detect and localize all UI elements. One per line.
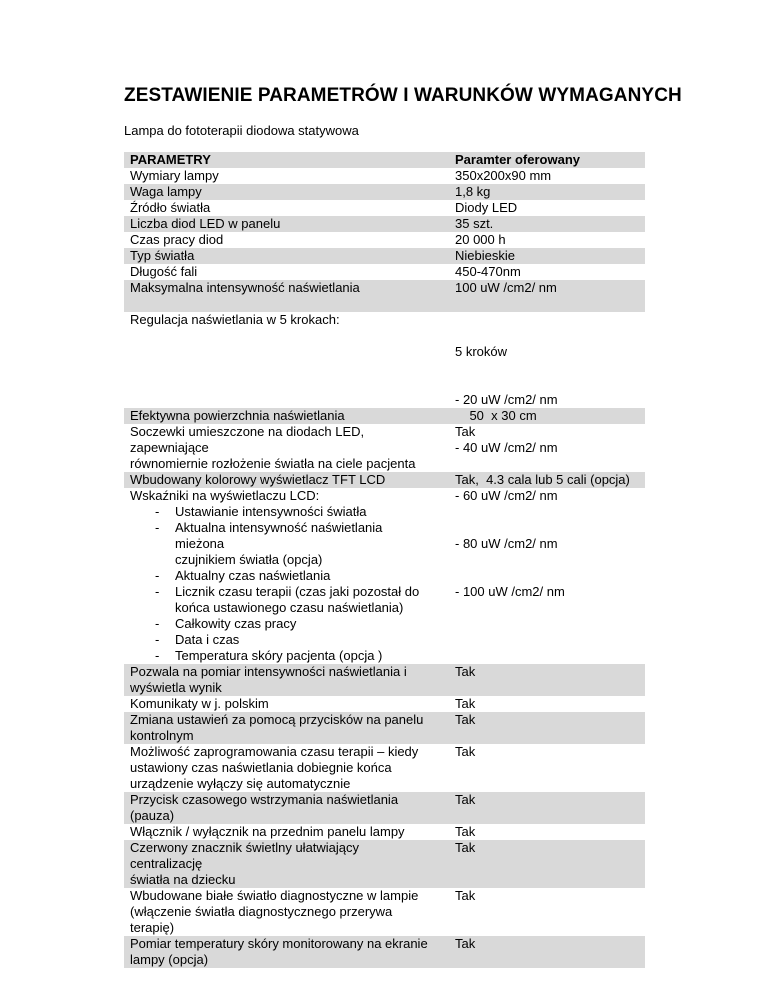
- list-item: [130, 632, 430, 648]
- param-label-line: Soczewki umieszczone na diodach LED, zapewniające: [130, 424, 365, 455]
- param-label: [124, 936, 430, 968]
- param-header: PARAMETRY: [130, 152, 211, 167]
- list-item-line: - Data i czas: [175, 632, 240, 647]
- param-value: 35 szt.: [455, 216, 494, 231]
- list-item: [130, 568, 430, 584]
- param-label: Typ światła: [130, 248, 195, 263]
- param-value: 20 000 h: [455, 232, 506, 247]
- param-label: Źródło światła: [130, 200, 211, 215]
- table-row: [124, 408, 645, 424]
- param-value: 450-470nm: [455, 264, 521, 279]
- regulation-value: - 20 uW /cm2/ nm: [455, 392, 558, 407]
- list-item-line: - Całkowity czas pracy: [175, 616, 297, 631]
- param-label: [124, 664, 430, 696]
- table-row: [124, 248, 645, 264]
- document-title: ZESTAWIENIE PARAMETRÓW I WARUNKÓW WYMAGANYCH: [124, 85, 682, 106]
- table-row: [124, 216, 645, 232]
- table-row: [124, 664, 645, 696]
- list-item: [130, 648, 430, 664]
- table-header-row: [124, 152, 645, 168]
- param-label: [124, 744, 430, 792]
- indicators-row: [124, 488, 645, 664]
- param-label: [124, 888, 430, 936]
- param-value: Diody LED: [455, 200, 518, 215]
- regulation-value: - 80 uW /cm2/ nm: [455, 536, 558, 551]
- table-row: [124, 472, 645, 488]
- table-row: [124, 232, 645, 248]
- param-value: Tak: [455, 696, 476, 711]
- table-row: [124, 792, 645, 824]
- param-label-line: kontrolnym: [130, 728, 194, 743]
- param-value: 50 x 30 cm: [455, 408, 537, 423]
- param-label: Maksymalna intensywność naświetlania: [130, 280, 360, 295]
- regulation-label: Regulacja naświetlania w 5 krokach:: [130, 312, 340, 327]
- parameters-table: [124, 152, 645, 968]
- param-label: [124, 824, 430, 840]
- param-label-line: Pomiar temperatury skóry monitorowany na ekranie: [130, 936, 428, 951]
- list-item-line: - Aktualna intensywność naświetlania mieżona: [175, 520, 383, 551]
- list-item-line: - Licznik czasu terapii (czas jaki pozostał do: [175, 584, 420, 599]
- param-label-line: Włącznik / wyłącznik na przednim panelu lampy: [130, 824, 405, 839]
- list-item: [130, 504, 430, 520]
- param-value: Tak: [455, 664, 476, 679]
- table-row: [124, 696, 645, 712]
- table-row: [124, 168, 645, 184]
- param-value: 100 uW /cm2/ nm: [455, 280, 557, 295]
- param-label-line: Czerwony znacznik świetlny ułatwiający centralizację: [130, 840, 360, 871]
- param-value: Tak: [455, 712, 476, 727]
- table-row: [124, 936, 645, 968]
- table-row: [124, 184, 645, 200]
- list-item-line: końca ustawionego czasu naświetlania): [175, 600, 404, 615]
- param-value: Tak: [455, 744, 476, 759]
- document-subtitle: Lampa do fototerapii diodowa statywowa: [124, 123, 359, 138]
- param-label: Liczba diod LED w panelu: [130, 216, 281, 231]
- table-row: [124, 888, 645, 936]
- param-label: Czas pracy diod: [130, 232, 224, 247]
- indicators-heading: Wskaźniki na wyświetlaczu LCD:: [130, 488, 320, 503]
- param-label: [124, 424, 430, 472]
- param-label: [124, 712, 430, 744]
- param-value: Tak: [455, 424, 476, 439]
- table-row: [124, 200, 645, 216]
- param-label-line: urządzenie wyłączy się automatycznie: [130, 776, 351, 791]
- param-label-line: wyświetla wynik: [130, 680, 222, 695]
- param-label: Wbudowany kolorowy wyświetlacz TFT LCD: [130, 472, 386, 487]
- list-item-line: czujnikiem światła (opcja): [175, 552, 323, 567]
- indicators-block: [124, 488, 430, 664]
- table-row: [124, 424, 645, 472]
- param-value: Tak: [455, 888, 476, 903]
- table-row: [124, 712, 645, 744]
- table-row: [124, 264, 645, 280]
- param-label: Długość fali: [130, 264, 198, 279]
- list-item: [130, 584, 430, 616]
- param-value: Tak: [455, 824, 476, 839]
- param-value: 350x200x90 mm: [455, 168, 552, 183]
- list-item-line: - Ustawianie intensywności światła: [175, 504, 367, 519]
- param-label-line: Możliwość zaprogramowania czasu terapii – kiedy: [130, 744, 419, 759]
- param-label-line: równomiernie rozłożenie światła na ciele pacjenta: [130, 456, 416, 471]
- param-label-line: Przycisk czasowego wstrzymania naświetlania (pauza): [130, 792, 399, 823]
- param-value: 1,8 kg: [455, 184, 491, 199]
- list-item-line: - Temperatura skóry pacjenta (opcja ): [175, 648, 383, 663]
- value-header: Paramter oferowany: [455, 152, 580, 167]
- param-label: Waga lampy: [130, 184, 202, 199]
- param-value: Tak: [455, 936, 476, 951]
- param-label-line: Wbudowane białe światło diagnostyczne w lampie: [130, 888, 419, 903]
- param-value: Tak: [455, 840, 476, 855]
- param-label-line: Komunikaty w j. polskim: [130, 696, 269, 711]
- table-row: [124, 744, 645, 792]
- param-label: Efektywna powierzchnia naświetlania: [130, 408, 345, 423]
- table-row: [124, 280, 645, 312]
- param-label-line: Zmiana ustawień za pomocą przycisków na panelu: [130, 712, 424, 727]
- table-row: [124, 840, 645, 888]
- param-label-line: (włączenie światła diagnostycznego przerywa terapię): [130, 904, 393, 935]
- list-item: [130, 616, 430, 632]
- param-label: [124, 792, 430, 824]
- table-row: [124, 824, 645, 840]
- param-value: Tak: [455, 792, 476, 807]
- list-item-line: - Aktualny czas naświetlania: [175, 568, 331, 583]
- param-label: [124, 696, 430, 712]
- param-label-line: światła na dziecku: [130, 872, 236, 887]
- param-value: Niebieskie: [455, 248, 515, 263]
- param-value: Tak, 4.3 cala lub 5 cali (opcja): [455, 472, 630, 487]
- param-label-line: lampy (opcja): [130, 952, 209, 967]
- param-label-line: ustawiony czas naświetlania dobiegnie końca: [130, 760, 392, 775]
- param-label: Wymiary lampy: [130, 168, 219, 183]
- regulation-value: - 60 uW /cm2/ nm: [455, 488, 558, 503]
- list-item: [130, 520, 430, 568]
- indicators-list: [130, 504, 430, 664]
- regulation-value: - 40 uW /cm2/ nm: [455, 440, 558, 455]
- regulation-value: - 100 uW /cm2/ nm: [455, 584, 565, 599]
- param-label: [124, 840, 430, 888]
- regulation-value: 5 kroków: [455, 344, 508, 359]
- param-label-line: Pozwala na pomiar intensywności naświetlania i: [130, 664, 407, 679]
